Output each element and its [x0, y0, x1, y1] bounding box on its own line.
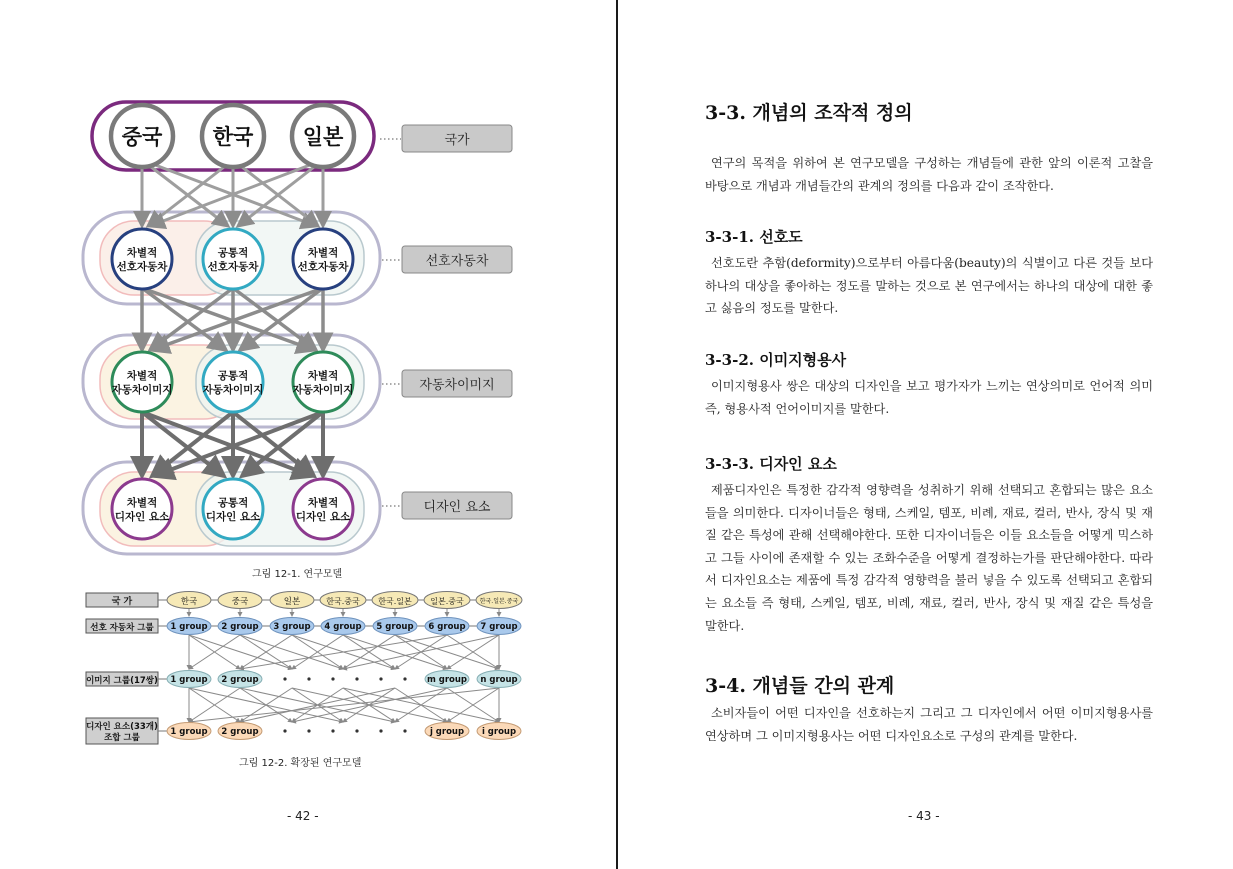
svg-text:선호자동차: 선호자동차	[425, 254, 489, 269]
country-node	[202, 105, 264, 167]
country-node	[111, 105, 173, 167]
svg-text:7 group: 7 group	[480, 622, 518, 632]
svg-text:5 group: 5 group	[376, 622, 414, 632]
svg-text:1 group: 1 group	[170, 675, 208, 685]
design-group-pill	[218, 723, 262, 740]
svg-text:2 group: 2 group	[221, 675, 259, 685]
svg-text:디자인 요소: 디자인 요소	[295, 511, 351, 523]
svg-text:자동차이미지: 자동차이미지	[202, 384, 264, 396]
row-label	[86, 718, 158, 744]
page-number: - 43 -	[908, 809, 940, 823]
leader-lines	[380, 139, 401, 506]
preference-node	[293, 229, 353, 289]
image-group-pill	[218, 671, 262, 688]
svg-text:일본.중국: 일본.중국	[430, 597, 464, 606]
country-pill	[320, 592, 366, 609]
country-pill	[424, 592, 470, 609]
svg-text:차별적: 차별적	[126, 370, 158, 382]
level-label-preference	[402, 246, 512, 273]
design-node	[203, 479, 263, 539]
svg-text:m group: m group	[426, 675, 468, 685]
svg-text:3 group: 3 group	[273, 622, 311, 632]
svg-text:디자인 요소: 디자인 요소	[205, 511, 261, 523]
subsection-heading: 3-3-1. 선호도	[705, 228, 803, 246]
pref-group-pill	[425, 618, 469, 635]
pref-group-pill	[373, 618, 417, 635]
level-label-image	[402, 370, 512, 397]
section-heading: 3-4. 개념들 간의 관계	[705, 675, 895, 697]
left-page	[0, 0, 616, 869]
svg-text:중국: 중국	[121, 125, 163, 149]
svg-text:4 group: 4 group	[324, 622, 362, 632]
svg-text:국가: 국가	[444, 133, 470, 148]
svg-text:국 가: 국 가	[111, 597, 133, 607]
svg-text:중국: 중국	[231, 597, 249, 607]
svg-text:1 group: 1 group	[170, 727, 208, 737]
pref-group-pill	[167, 618, 211, 635]
svg-text:자동차이미지: 자동차이미지	[292, 384, 354, 396]
image-node	[203, 352, 264, 412]
svg-text:디자인 요소: 디자인 요소	[423, 500, 491, 515]
image-group-pill	[167, 671, 211, 688]
svg-text:n group: n group	[480, 675, 518, 685]
ellipsis-dots	[283, 729, 406, 732]
row-label	[86, 619, 158, 633]
section-paragraph: 이미지형용사 쌍은 대상의 디자인을 보고 평가자가 느끼는 연상의미로 언어적 의미 즉, 형용사적 언어이미지를 말한다.	[705, 379, 1153, 416]
section-paragraph: 연구의 목적을 위하여 본 연구모델을 구성하는 개념들에 관한 앞의 이론적 고찰을 바탕으로 개념과 개념들간의 관계의 정의를 다음과 같이 조작한다.	[705, 156, 1153, 193]
svg-text:선호자동차: 선호자동차	[207, 261, 259, 273]
svg-text:선호자동차: 선호자동차	[297, 261, 349, 273]
design-group-pill	[425, 723, 469, 740]
svg-text:자동차이미지: 자동차이미지	[419, 378, 495, 393]
svg-text:차별적: 차별적	[126, 247, 158, 259]
row-label	[86, 672, 158, 686]
level-label-design	[402, 492, 512, 519]
row-label	[86, 593, 158, 607]
country-pill	[167, 592, 211, 609]
pref-group-pill	[477, 618, 521, 635]
svg-text:2 group: 2 group	[221, 622, 259, 632]
design-group-pill	[477, 723, 521, 740]
svg-text:공통적: 공통적	[217, 247, 249, 259]
section-paragraph: 선호도란 추함(deformity)으로부터 아름다움(beauty)의 식별이고 다른 것들 보다 하나의 대상을 좋아하는 정도를 말하는 것으로 본 연구에서는 하나의 대상에 대한 좋고 싫음의 정도를 말한다.	[705, 256, 1153, 316]
design-node	[293, 479, 353, 539]
subsection-heading: 3-3-2. 이미지형용사	[705, 351, 847, 369]
svg-text:한국: 한국	[180, 597, 198, 607]
country-pill	[372, 592, 418, 609]
page-number: - 42 -	[287, 809, 319, 823]
svg-text:차별적: 차별적	[126, 497, 158, 509]
section-heading: 3-3. 개념의 조작적 정의	[705, 102, 913, 124]
country-pill	[218, 592, 262, 609]
section-paragraph: 제품디자인은 특정한 감각적 영향력을 성취하기 위해 선택되고 혼합되는 많은 요소들을 의미한다. 디자이너들은 형태, 스케일, 템포, 비례, 재료, 컬러, 반사, 장식 및 재질 같은 특성에 관해 선택해야한다. 또한 디자이너들은 이들 요소들을 어떻게 믹스하고 그들 사이에 존재할 수 있는 조화수준을 어떻게 결정하는가를 판단해야한다. 따라서 디자인요소는 제품에 특정 감각적 영향력을 불러 넣을 수 있도록 선택되고 혼합되는 요소들 즉 형태, 스케일, 템포, 비례, 재료, 컬러, 반사, 장식 및 재질 같은 특성을 말한다.	[705, 483, 1153, 633]
svg-text:자동차이미지: 자동차이미지	[111, 384, 173, 396]
svg-text:디자인 요소(33개): 디자인 요소(33개)	[86, 722, 158, 732]
preference-node	[203, 229, 263, 289]
svg-text:j group: j group	[429, 727, 465, 737]
design-group-pill	[167, 723, 211, 740]
image-node	[112, 352, 173, 412]
pref-group-pill	[321, 618, 365, 635]
country-pill	[476, 592, 522, 609]
svg-text:선호자동차: 선호자동차	[116, 261, 168, 273]
pref-group-pill	[218, 618, 262, 635]
svg-text:일본: 일본	[283, 597, 301, 607]
svg-text:공통적: 공통적	[217, 497, 249, 509]
svg-text:조합 그룹: 조합 그룹	[104, 733, 140, 743]
research-model-figure	[0, 0, 616, 560]
image-group-pill	[425, 671, 469, 688]
svg-text:차별적: 차별적	[307, 370, 339, 382]
svg-text:디자인 요소: 디자인 요소	[114, 511, 170, 523]
svg-text:차별적: 차별적	[307, 497, 339, 509]
figure-caption: 그림 12-1. 연구모델	[252, 569, 343, 580]
svg-text:차별적: 차별적	[307, 247, 339, 259]
svg-text:한국.중국: 한국.중국	[326, 597, 360, 606]
country-node	[292, 105, 354, 167]
image-group-pill	[477, 671, 521, 688]
svg-text:6 group: 6 group	[428, 622, 466, 632]
design-node	[112, 479, 172, 539]
subsection-heading: 3-3-3. 디자인 요소	[705, 455, 837, 473]
svg-text:한국.일본.중국: 한국.일본.중국	[479, 598, 519, 605]
svg-text:한국.일본: 한국.일본	[378, 597, 412, 606]
svg-text:일본: 일본	[302, 125, 344, 149]
figure-caption: 그림 12-2. 확장된 연구모델	[239, 758, 362, 769]
svg-text:선호 자동차 그룹: 선호 자동차 그룹	[90, 623, 154, 633]
country-to-pref-arrows	[189, 608, 499, 616]
pref-group-pill	[270, 618, 314, 635]
svg-text:i group: i group	[481, 727, 517, 737]
svg-text:한국: 한국	[212, 125, 254, 149]
extended-model-figure	[0, 585, 616, 765]
svg-text:공통적: 공통적	[217, 370, 249, 382]
section-paragraph: 소비자들이 어떤 디자인을 선호하는지 그리고 그 디자인에서 어떤 이미지형용사를 연상하며 그 이미지형용사는 어떤 디자인요소로 구성의 관계를 말한다.	[705, 706, 1153, 743]
image-node	[293, 352, 354, 412]
country-pill	[270, 592, 314, 609]
ellipsis-dots	[283, 677, 406, 680]
right-page	[618, 0, 1233, 869]
pref-to-image-arrows	[189, 635, 499, 669]
preference-node	[112, 229, 172, 289]
level-label-country	[402, 125, 512, 152]
svg-text:이미지 그룹(17쌍): 이미지 그룹(17쌍)	[86, 676, 158, 686]
svg-text:2 group: 2 group	[221, 727, 259, 737]
image-to-design-arrows	[189, 688, 499, 722]
svg-text:1 group: 1 group	[170, 622, 208, 632]
